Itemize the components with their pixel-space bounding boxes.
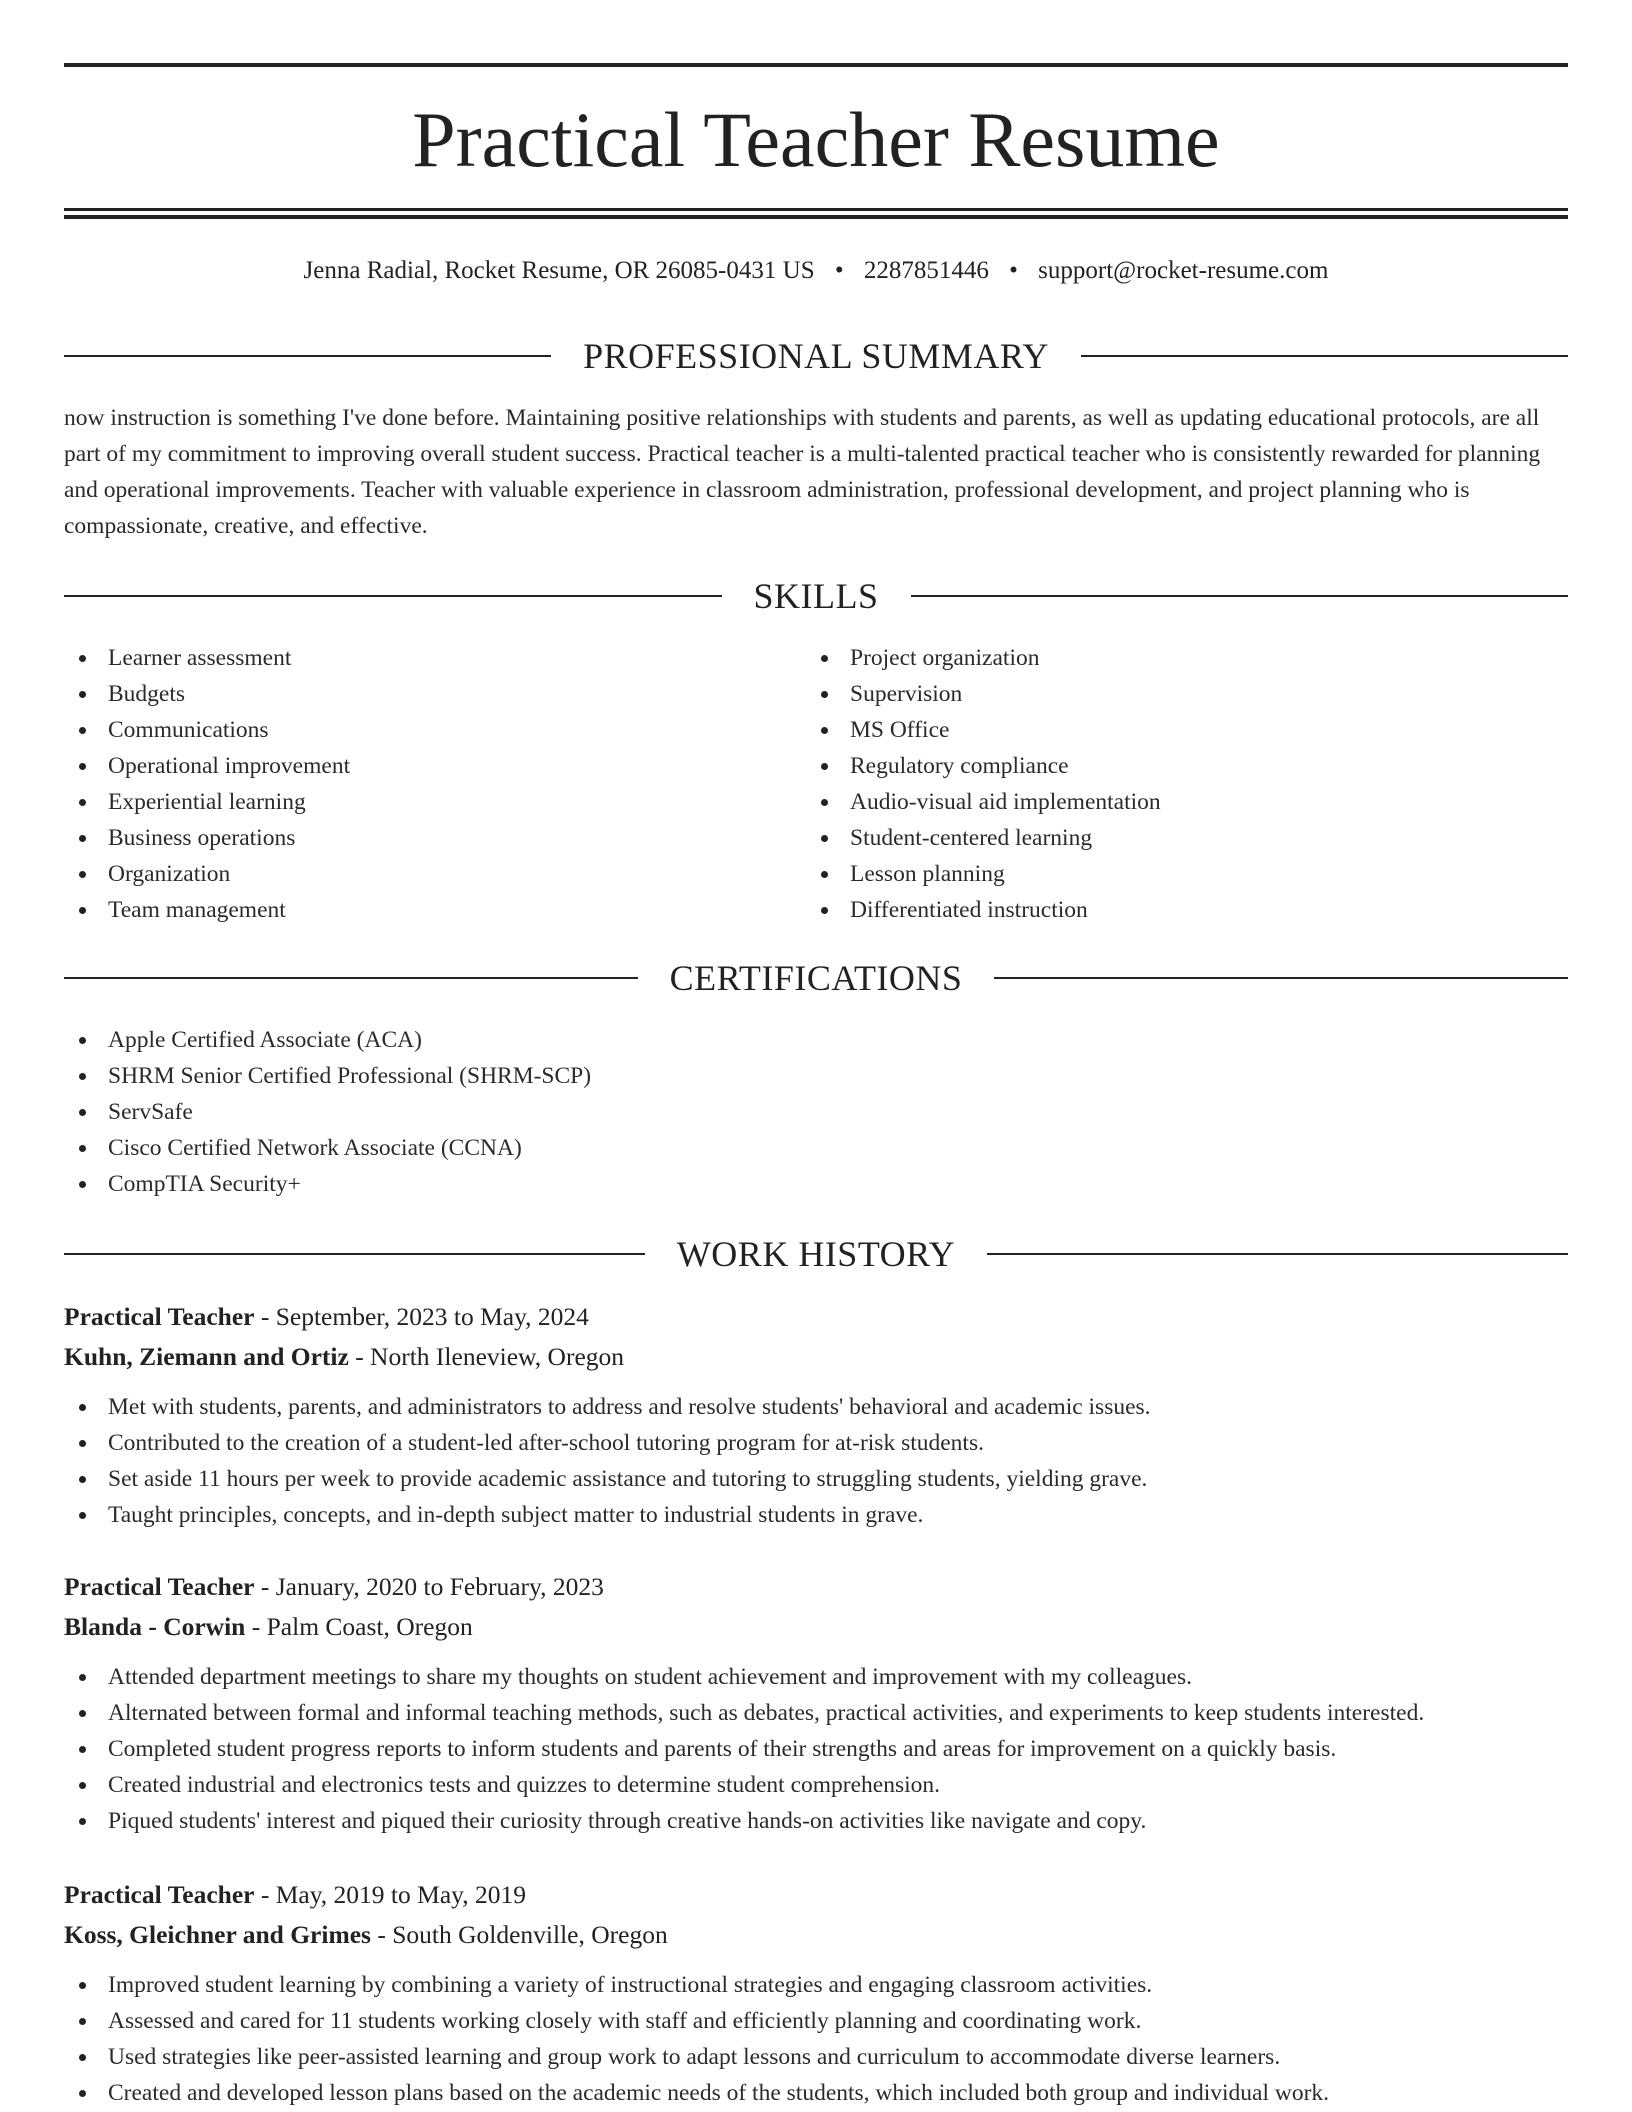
- skill-item: Organization: [64, 856, 764, 892]
- certification-item: Apple Certified Associate (ACA): [64, 1022, 1064, 1058]
- skills-list-right: [806, 640, 1566, 928]
- job-bullet: Set aside 11 hours per week to provide academic assistance and tutoring to struggling students, yielding grave.: [64, 1461, 1568, 1497]
- skill-item: Experiential learning: [64, 784, 764, 820]
- job-title: Practical Teacher: [64, 1302, 255, 1331]
- certifications-heading: CERTIFICATIONS: [669, 958, 963, 998]
- skills-list-left: [64, 640, 764, 928]
- section-rule-right: [1081, 355, 1568, 357]
- section-rule-left: [64, 977, 638, 979]
- job-bullet: Improved student learning by combining a variety of instructional strategies and engaging classroom activities.: [64, 1967, 1568, 2003]
- job-bullet: Used strategies like peer-assisted learning and group work to adapt lessons and curriculum to accommodate diverse learners.: [64, 2039, 1568, 2075]
- certifications-list: [64, 1022, 1064, 1202]
- certification-item: Cisco Certified Network Associate (CCNA): [64, 1130, 1064, 1166]
- contact-email: support@rocket-resume.com: [1038, 257, 1329, 284]
- job-bullet: Assessed and cared for 11 students working closely with staff and efficiently planning and coordinating work.: [64, 2003, 1568, 2039]
- skill-item: Business operations: [64, 820, 764, 856]
- section-rule-left: [64, 355, 551, 357]
- job-bullet: Completed student progress reports to inform students and parents of their strengths and areas for improvement on a quickly basis.: [64, 1731, 1568, 1767]
- work-heading: WORK HISTORY: [676, 1234, 956, 1274]
- contact-phone: 2287851446: [863, 257, 989, 284]
- job-title-line: [64, 1875, 1568, 1915]
- job-company-line: [64, 1337, 1568, 1377]
- job-bullet: Contributed to the creation of a student-led after-school tutoring program for at-risk students.: [64, 1425, 1568, 1461]
- section-rule-right: [994, 977, 1568, 979]
- job-entry: [64, 1567, 1568, 1839]
- contact-separator: •: [834, 257, 844, 284]
- job-bullets: [64, 1659, 1568, 1839]
- skill-item: Team management: [64, 892, 764, 928]
- skill-item: Supervision: [806, 676, 1566, 712]
- certification-item: SHRM Senior Certified Professional (SHRM-SCP): [64, 1058, 1064, 1094]
- job-company-line: [64, 1607, 1568, 1647]
- section-rule-right: [911, 595, 1569, 597]
- job-company: Blanda - Corwin: [64, 1612, 246, 1641]
- summary-section-header: [64, 334, 1568, 378]
- skill-item: Communications: [64, 712, 764, 748]
- job-bullet: Piqued students' interest and piqued their curiosity through creative hands-on activities like navigate and copy.: [64, 1803, 1568, 1839]
- summary-text: now instruction is something I've done before. Maintaining positive relationships with students and parents, as well as updating educational protocols, are all part of my commitment to improving overall student success. Practical teacher is a multi-talented practical teacher who is consistently rewarded for planning and operational improvements. Teacher with valuable experience in classroom administration, professional development, and project planning who is compassionate, creative, and effective.: [64, 405, 1541, 539]
- job-bullets: [64, 1967, 1568, 2111]
- job-entry: [64, 1297, 1568, 1533]
- skills-column-left: [64, 640, 764, 928]
- job-title-line: [64, 1567, 1568, 1607]
- section-rule-right: [987, 1253, 1568, 1255]
- job-bullet: Met with students, parents, and administrators to address and resolve students' behavioral and academic issues.: [64, 1389, 1568, 1425]
- job-bullet: Attended department meetings to share my thoughts on student achievement and improvement with my colleagues.: [64, 1659, 1568, 1695]
- contact-line: [64, 254, 1568, 288]
- certifications-block: [64, 1022, 1064, 1202]
- skill-item: Differentiated instruction: [806, 892, 1566, 928]
- job-dates: - May, 2019 to May, 2019: [254, 1880, 526, 1909]
- certifications-section-header: [64, 956, 1568, 1000]
- job-title: Practical Teacher: [64, 1572, 255, 1601]
- job-bullet: Created and developed lesson plans based on the academic needs of the students, which included both group and individual work.: [64, 2075, 1568, 2111]
- certification-item: CompTIA Security+: [64, 1166, 1064, 1202]
- skill-item: Project organization: [806, 640, 1566, 676]
- page-title: Practical Teacher Resume: [412, 96, 1220, 183]
- job-bullet: Created industrial and electronics tests and quizzes to determine student comprehension.: [64, 1767, 1568, 1803]
- skill-item: Learner assessment: [64, 640, 764, 676]
- title-rule-upper: [64, 208, 1568, 211]
- skill-item: Lesson planning: [806, 856, 1566, 892]
- job-company-line: [64, 1915, 1568, 1955]
- contact-address: Jenna Radial, Rocket Resume, OR 26085-0431 US: [303, 257, 815, 284]
- skills-column-right: [806, 640, 1566, 928]
- job-location: - South Goldenville, Oregon: [370, 1920, 668, 1949]
- skill-item: Student-centered learning: [806, 820, 1566, 856]
- skill-item: Budgets: [64, 676, 764, 712]
- top-rule: [64, 63, 1568, 67]
- job-company: Kuhn, Ziemann and Ortiz: [64, 1342, 349, 1371]
- section-rule-left: [64, 1253, 645, 1255]
- job-dates: - September, 2023 to May, 2024: [254, 1302, 589, 1331]
- job-location: - Palm Coast, Oregon: [245, 1612, 473, 1641]
- skill-item: Audio-visual aid implementation: [806, 784, 1566, 820]
- skills-section-header: [64, 574, 1568, 618]
- title-rule-lower: [64, 215, 1568, 219]
- contact-separator: •: [1009, 257, 1018, 284]
- job-bullet: Alternated between formal and informal teaching methods, such as debates, practical activities, and experiments to keep students interested.: [64, 1695, 1568, 1731]
- job-title: Practical Teacher: [64, 1880, 255, 1909]
- work-section-header: [64, 1232, 1568, 1276]
- job-dates: - January, 2020 to February, 2023: [254, 1572, 604, 1601]
- job-bullets: [64, 1389, 1568, 1533]
- skill-item: Regulatory compliance: [806, 748, 1566, 784]
- job-location: - North Ileneview, Oregon: [348, 1342, 625, 1371]
- skill-item: MS Office: [806, 712, 1566, 748]
- section-rule-left: [64, 595, 722, 597]
- job-bullet: Taught principles, concepts, and in-depth subject matter to industrial students in grave.: [64, 1497, 1568, 1533]
- certification-item: ServSafe: [64, 1094, 1064, 1130]
- skill-item: Operational improvement: [64, 748, 764, 784]
- summary-heading: PROFESSIONAL SUMMARY: [583, 336, 1049, 376]
- skills-heading: SKILLS: [753, 576, 879, 616]
- job-entry: [64, 1875, 1568, 2111]
- job-company: Koss, Gleichner and Grimes: [64, 1920, 371, 1949]
- job-title-line: [64, 1297, 1568, 1337]
